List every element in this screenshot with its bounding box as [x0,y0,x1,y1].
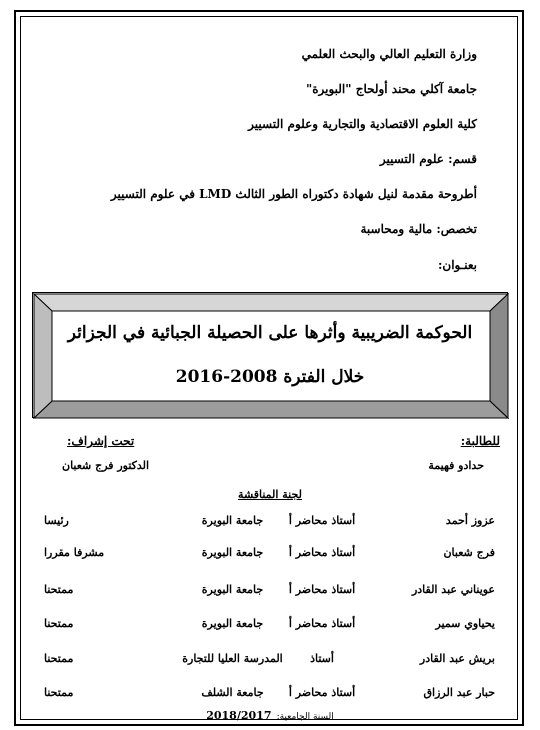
student-name: حدادو فهيمة [428,459,484,472]
academic-year-value: 2018/2017 [206,709,272,722]
member-role: ممتحنا [44,652,74,665]
member-university: جامعة البويرة [201,546,264,559]
member-university: جامعة البويرة [201,514,264,527]
member-name: عزوز أحمد [445,514,495,527]
member-rank: أستاذ [310,652,334,665]
thesis-description: أطروحة مقدمة لنيل شهادة دكتوراه الطور الثالث LMD في علوم التسيير [110,187,477,201]
academic-year [0,704,540,723]
member-rank: أستاذ محاضر أ [288,514,356,527]
member-university: المدرسة العليا للتجارة [182,652,283,665]
member-role: ممتحنا [44,686,74,699]
title-box-bevel [33,293,509,419]
university-line: جامعة آكلي محند أولحاج "البويرة" [305,82,477,96]
faculty-line: كلية العلوم الاقتصادية والتجارية وعلوم التسيير [248,117,477,131]
supervisor-name: الدكتور فرج شعبان [62,459,150,472]
student-label: للطالبة: [460,434,500,448]
member-university: جامعة الشلف [201,686,264,699]
thesis-title-line1: الحوكمة الضريبية وأثرها على الحصيلة الجبائية في الجزائر [67,323,473,343]
member-rank: أستاذ محاضر أ [288,546,356,559]
member-university: جامعة البويرة [201,617,264,630]
department-line: قسم: علوم التسيير [379,152,477,166]
member-university: جامعة البويرة [201,583,264,596]
member-role: رئيسا [44,514,69,527]
member-name: بريش عبد القادر [419,652,495,665]
academic-year-label: السنة الجامعية: [276,712,334,722]
member-name: فرج شعبان [443,546,495,559]
member-rank: أستاذ محاضر أ [288,583,356,596]
member-rank: أستاذ محاضر أ [288,686,356,699]
specialty-line: تخصص: مالية ومحاسبة [360,222,477,236]
member-rank: أستاذ محاضر أ [288,617,356,630]
member-name: يحياوي سمير [435,617,495,630]
title-label: بعنـوان: [437,258,477,272]
member-name: عويناني عبد القادر [411,583,495,596]
supervisor-label: تحت إشراف: [67,434,135,448]
ministry-line: وزارة التعليم العالي والبحث العلمي [301,47,477,61]
member-role: مشرفا مقررا [44,546,105,559]
title-box [32,292,508,418]
member-role: ممتحنا [44,617,74,630]
thesis-title-line2: خلال الفترة 2008-2016 [175,367,365,387]
member-name: حبار عبد الرزاق [423,686,495,699]
committee-label: لجنة المناقشة [238,488,302,501]
member-role: ممتحنا [44,583,74,596]
